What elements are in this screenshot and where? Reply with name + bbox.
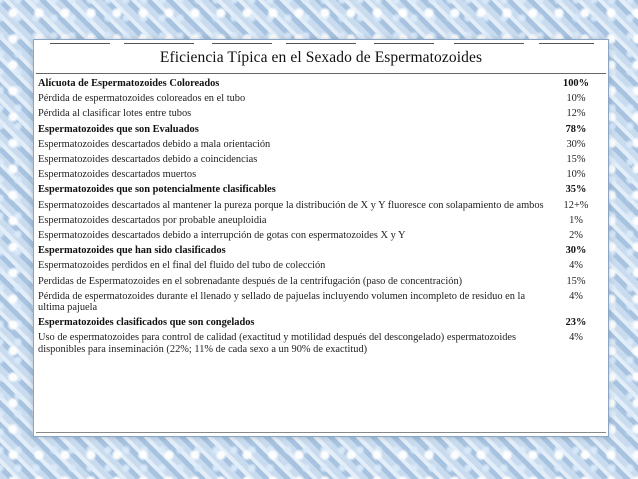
row-description: Espermatozoides perdidos en el final del fluido del tubo de colección bbox=[38, 260, 326, 272]
table-row bbox=[38, 289, 604, 315]
row-description: Espermatozoides descartados muertos bbox=[38, 169, 197, 181]
row-percentage: 12+% bbox=[563, 199, 589, 211]
row-description: Perdidas de Espermatozoides en el sobrenadante después de la centrifugación (paso de concentración) bbox=[38, 275, 463, 287]
table-row bbox=[38, 167, 604, 182]
table-row bbox=[38, 182, 604, 197]
row-percentage: 12% bbox=[566, 108, 586, 120]
table-row bbox=[38, 122, 604, 137]
table-row bbox=[38, 198, 604, 213]
row-description: Pérdida de espermatozoides coloreados en el tubo bbox=[38, 93, 246, 105]
table-title: Eficiencia Típica en el Sexado de Espermatozoides bbox=[159, 49, 483, 66]
row-percentage: 2% bbox=[569, 230, 583, 242]
row-description: Uso de espermatozoides para control de calidad (exactitud y motilidad después del descongelado) espermatozoides disponibles para inseminación (22%; 11% de cada sexo a un 90% de exactitud) bbox=[38, 332, 517, 355]
table-bottom-divider bbox=[36, 432, 606, 433]
row-description: Espermatozoides que han sido clasificados bbox=[38, 245, 226, 257]
table-row bbox=[38, 330, 604, 356]
table-row bbox=[38, 91, 604, 106]
row-percentage: 100% bbox=[563, 78, 589, 89]
row-percentage: 78% bbox=[565, 123, 587, 135]
table-row bbox=[38, 315, 604, 330]
row-description: Espermatozoides descartados al mantener la pureza porque la distribución de X y Y fluoresce con solapamiento de ambos bbox=[38, 199, 544, 211]
table-row bbox=[38, 243, 604, 258]
row-description: Espermatozoides descartados debido a mala orientación bbox=[38, 138, 271, 150]
row-description: Alícuota de Espermatozoides Coloreados bbox=[38, 78, 220, 89]
efficiency-table bbox=[38, 76, 604, 357]
table-row bbox=[38, 274, 604, 289]
table-row bbox=[38, 258, 604, 273]
row-percentage: 1% bbox=[569, 214, 583, 226]
row-description: Espermatozoides que son Evaluados bbox=[38, 123, 199, 135]
row-percentage: 23% bbox=[565, 317, 587, 329]
row-percentage: 35% bbox=[565, 184, 587, 196]
slide-content bbox=[34, 40, 608, 436]
row-description: Espermatozoides descartados debido a interrupción de gotas con espermatozoides X y Y bbox=[38, 230, 406, 242]
row-percentage: 15% bbox=[566, 275, 586, 287]
row-percentage: 4% bbox=[569, 290, 583, 302]
title-divider bbox=[36, 73, 606, 74]
row-percentage: 30% bbox=[565, 245, 587, 257]
row-description: Espermatozoides que son potencialmente clasificables bbox=[38, 184, 276, 196]
row-percentage: 10% bbox=[566, 93, 586, 105]
header-lines bbox=[34, 40, 608, 48]
row-description: Espermatozoides clasificados que son congelados bbox=[38, 317, 255, 329]
row-description: Pérdida al clasificar lotes entre tubos bbox=[38, 108, 192, 120]
table-row bbox=[38, 228, 604, 243]
table-row bbox=[38, 152, 604, 167]
row-description: Espermatozoides descartados por probable aneuploidia bbox=[38, 214, 267, 226]
table-row bbox=[38, 76, 604, 91]
row-percentage: 30% bbox=[566, 138, 586, 150]
row-description: Pérdida de espermatozoides durante el llenado y sellado de pajuelas incluyendo volumen incompleto de residuo en la ultima pajuela bbox=[38, 290, 526, 314]
table-row bbox=[38, 137, 604, 152]
row-percentage: 15% bbox=[566, 154, 586, 166]
row-percentage: 4% bbox=[569, 332, 583, 344]
row-percentage: 4% bbox=[569, 260, 583, 272]
table-row bbox=[38, 213, 604, 228]
row-description: Espermatozoides descartados debido a coincidencias bbox=[38, 154, 258, 166]
table-row bbox=[38, 106, 604, 121]
row-percentage: 10% bbox=[566, 169, 586, 181]
